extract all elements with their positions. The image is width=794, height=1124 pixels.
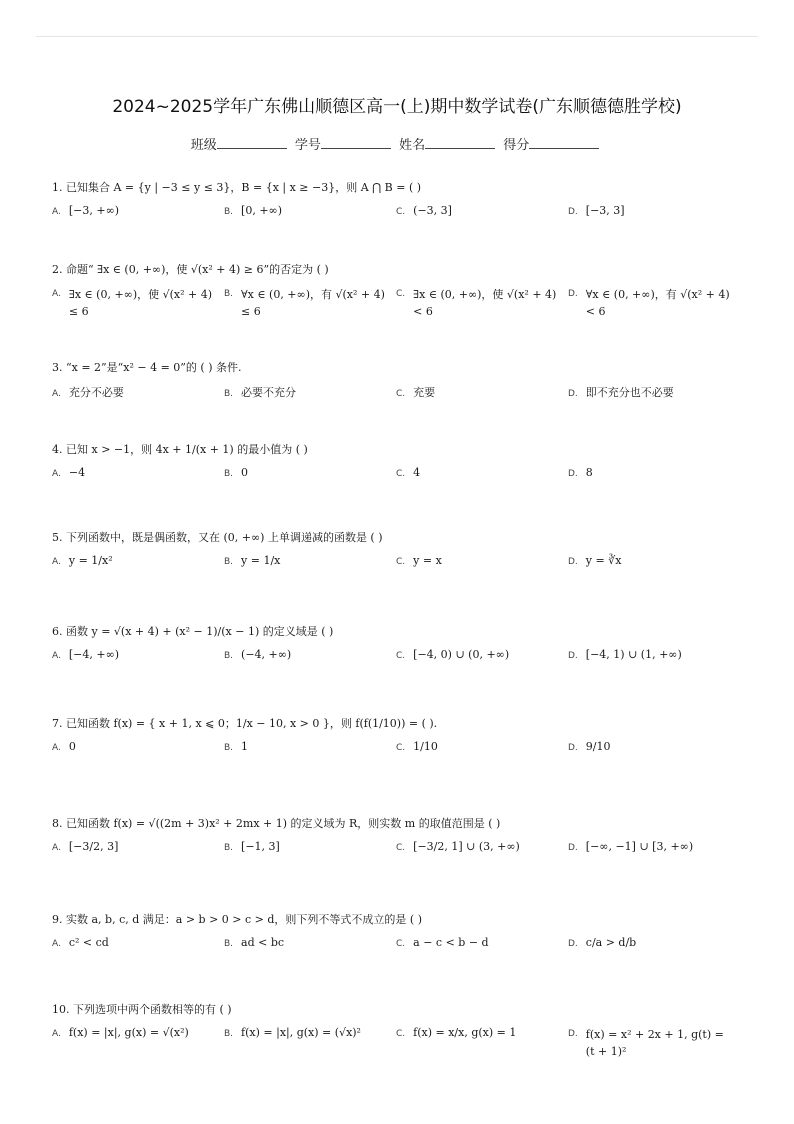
- option-a[interactable]: [52, 286, 220, 320]
- option-label: A.: [52, 843, 61, 853]
- option-label: C.: [396, 843, 406, 853]
- option-text: 即不充分也不必要: [585, 386, 674, 399]
- exam-title: 2024~2025学年广东佛山顺德区高一(上)期中数学试卷(广东顺德德胜学校): [112, 97, 682, 117]
- option-text: [−3, 3]: [585, 204, 625, 217]
- question-stem: 6. 函数 y = √(x + 4) + (x² − 1)/(x − 1) 的定义域是 ( ): [52, 625, 334, 638]
- options: [52, 204, 752, 244]
- option-label: B.: [224, 939, 234, 949]
- question-2: [52, 260, 752, 326]
- option-text: −4: [68, 466, 86, 479]
- option-label: C.: [396, 289, 406, 299]
- student-info-fields: [0, 134, 794, 153]
- question-10: [52, 1000, 752, 1066]
- option-label: D.: [568, 557, 578, 567]
- option-text: a − c < b − d: [413, 936, 489, 949]
- option-label: A.: [52, 389, 61, 399]
- question-9: [52, 910, 752, 976]
- question-6: [52, 622, 752, 688]
- options: [52, 1026, 752, 1066]
- option-label: C.: [396, 557, 406, 567]
- option-text: y = ∛x: [585, 554, 622, 567]
- option-label: C.: [396, 207, 406, 217]
- student-id-blank[interactable]: [321, 136, 391, 149]
- option-a[interactable]: [52, 466, 220, 479]
- option-label: C.: [396, 939, 406, 949]
- option-label: D.: [568, 389, 578, 399]
- option-label: D.: [568, 939, 578, 949]
- option-text: [−3/2, 3]: [68, 840, 119, 853]
- option-d[interactable]: [568, 740, 736, 753]
- option-text: [−4, +∞): [68, 648, 120, 661]
- question-stem: 5. 下列函数中，既是偶函数，又在 (0, +∞) 上单调递减的函数是 ( ): [52, 531, 383, 544]
- option-label: C.: [396, 743, 406, 753]
- class-label: 班级: [190, 138, 217, 153]
- option-text: c/a > d/b: [585, 936, 637, 949]
- option-text: ∃x ∈ (0, +∞)，使 √(x² + 4) ≤ 6: [68, 288, 213, 318]
- option-a[interactable]: [52, 204, 220, 217]
- question-stem: 8. 已知函数 f(x) = √((2m + 3)x² + 2mx + 1) 的定义域为 R，则实数 m 的取值范围是 ( ): [52, 817, 501, 830]
- option-label: D.: [568, 1029, 578, 1039]
- option-text: [−∞, −1] ∪ [3, +∞): [585, 840, 694, 853]
- option-label: D.: [568, 207, 578, 217]
- option-text: ∃x ∈ (0, +∞)，使 √(x² + 4) < 6: [413, 288, 557, 318]
- question-8: [52, 814, 752, 880]
- option-text: y = 1/x²: [68, 554, 113, 567]
- option-text: (−3, 3]: [413, 204, 452, 217]
- options: [52, 384, 752, 424]
- option-label: A.: [52, 469, 61, 479]
- option-c[interactable]: [396, 936, 564, 949]
- option-d[interactable]: [568, 1026, 736, 1060]
- option-d[interactable]: [568, 936, 736, 949]
- option-text: ad < bc: [241, 936, 285, 949]
- option-text: [0, +∞): [241, 204, 283, 217]
- option-label: C.: [396, 469, 406, 479]
- option-label: C.: [396, 651, 406, 661]
- option-c[interactable]: [396, 204, 564, 217]
- option-c[interactable]: [396, 466, 564, 479]
- option-a[interactable]: [52, 1026, 220, 1039]
- question-stem: 4. 已知 x > −1，则 4x + 1/(x + 1) 的最小值为 ( ): [52, 443, 308, 456]
- option-text: [−4, 0) ∪ (0, +∞): [413, 648, 510, 661]
- option-b[interactable]: [224, 466, 392, 479]
- option-text: c² < cd: [68, 936, 109, 949]
- option-c[interactable]: [396, 286, 564, 320]
- name-field[interactable]: [399, 134, 499, 153]
- option-label: B.: [224, 389, 234, 399]
- option-a[interactable]: [52, 840, 220, 853]
- option-text: 充要: [413, 386, 436, 399]
- question-stem: 1. 已知集合 A = {y | −3 ≤ y ≤ 3}，B = {x | x ≥ −3}，则 A ⋂ B = ( ): [52, 181, 422, 194]
- option-a[interactable]: [52, 648, 220, 661]
- option-b[interactable]: [224, 1026, 392, 1039]
- option-d[interactable]: [568, 286, 736, 320]
- option-c[interactable]: [396, 740, 564, 753]
- question-stem: 7. 已知函数 f(x) = { x + 1, x ⩽ 0；1/x − 10, x > 0 }，则 f(f(1/10)) = ( ).: [52, 717, 438, 730]
- option-c[interactable]: [396, 1026, 564, 1039]
- option-d[interactable]: [568, 840, 736, 853]
- question-stem: 3. “x = 2”是“x² − 4 = 0”的 ( ) 条件.: [52, 361, 242, 374]
- option-label: B.: [224, 651, 234, 661]
- option-text: f(x) = |x|, g(x) = (√x)²: [241, 1026, 361, 1039]
- option-label: A.: [52, 557, 61, 567]
- question-3: [52, 358, 752, 424]
- score-field[interactable]: [503, 134, 603, 153]
- option-b[interactable]: [224, 648, 392, 661]
- options: [52, 648, 752, 688]
- option-c[interactable]: [396, 384, 564, 400]
- option-label: A.: [52, 289, 61, 299]
- option-d[interactable]: [568, 466, 736, 479]
- student-id-field[interactable]: [295, 134, 395, 153]
- option-c[interactable]: [396, 648, 564, 661]
- option-a[interactable]: [52, 384, 220, 400]
- option-text: 0: [241, 466, 249, 479]
- question-stem: 9. 实数 a, b, c, d 满足：a > b > 0 > c > d，则下列不等式不成立的是 ( ): [52, 913, 422, 926]
- options: [52, 740, 752, 780]
- option-text: f(x) = x² + 2x + 1, g(t) = (t + 1)²: [585, 1028, 724, 1058]
- option-text: 0: [68, 740, 76, 753]
- option-text: 4: [413, 466, 421, 479]
- option-text: [−1, 3]: [241, 840, 280, 853]
- option-label: D.: [568, 289, 578, 299]
- option-text: (−4, +∞): [241, 648, 292, 661]
- option-text: y = x: [413, 554, 442, 567]
- option-label: B.: [224, 743, 234, 753]
- option-label: D.: [568, 743, 578, 753]
- option-text: 1/10: [413, 740, 438, 753]
- option-text: y = 1/x: [241, 554, 281, 567]
- option-text: 8: [585, 466, 593, 479]
- option-text: f(x) = |x|, g(x) = √(x²): [68, 1026, 189, 1039]
- option-label: A.: [52, 207, 61, 217]
- option-text: ∀x ∈ (0, +∞)，有 √(x² + 4) ≤ 6: [241, 288, 385, 318]
- option-text: 1: [241, 740, 249, 753]
- option-b[interactable]: [224, 384, 392, 400]
- question-stem: 10. 下列选项中两个函数相等的有 ( ): [52, 1003, 232, 1016]
- options: [52, 840, 752, 880]
- option-text: f(x) = x/x, g(x) = 1: [413, 1026, 517, 1039]
- option-a[interactable]: [52, 554, 220, 567]
- option-b[interactable]: [224, 840, 392, 853]
- option-text: 9/10: [585, 740, 611, 753]
- option-label: B.: [224, 1029, 234, 1039]
- option-label: B.: [224, 207, 234, 217]
- option-text: 必要不充分: [241, 386, 297, 399]
- option-c[interactable]: [396, 840, 564, 853]
- options: [52, 286, 752, 326]
- option-text: [−3, +∞): [68, 204, 120, 217]
- option-label: A.: [52, 939, 61, 949]
- option-b[interactable]: [224, 554, 392, 567]
- name-label: 姓名: [399, 138, 426, 153]
- options: [52, 466, 752, 506]
- score-label: 得分: [503, 138, 530, 153]
- option-d[interactable]: [568, 554, 736, 567]
- class-blank[interactable]: [217, 136, 287, 149]
- option-d[interactable]: [568, 648, 736, 661]
- option-b[interactable]: [224, 204, 392, 217]
- option-b[interactable]: [224, 740, 392, 753]
- option-label: D.: [568, 469, 578, 479]
- option-a[interactable]: [52, 936, 220, 949]
- option-label: D.: [568, 843, 578, 853]
- page-top-rule: [36, 36, 758, 37]
- option-c[interactable]: [396, 554, 564, 567]
- name-blank[interactable]: [425, 136, 495, 149]
- score-blank[interactable]: [529, 136, 599, 149]
- question-5: [52, 528, 752, 594]
- question-stem: 2. 命题“ ∃x ∈ (0, +∞)，使 √(x² + 4) ≥ 6”的否定为 ( ): [52, 263, 329, 276]
- option-label: B.: [224, 843, 234, 853]
- options: [52, 936, 752, 976]
- option-d[interactable]: [568, 204, 736, 217]
- question-7: [52, 714, 752, 780]
- option-b[interactable]: [224, 286, 392, 320]
- option-label: D.: [568, 651, 578, 661]
- option-text: [−4, 1) ∪ (1, +∞): [585, 648, 682, 661]
- question-1: [52, 178, 752, 244]
- option-text: 充分不必要: [68, 386, 124, 399]
- option-label: A.: [52, 743, 61, 753]
- option-text: [−3/2, 1] ∪ (3, +∞): [413, 840, 520, 853]
- option-label: B.: [224, 469, 234, 479]
- option-label: C.: [396, 1029, 406, 1039]
- class-field[interactable]: [191, 134, 291, 153]
- option-b[interactable]: [224, 936, 392, 949]
- options: [52, 554, 752, 594]
- option-label: A.: [52, 651, 61, 661]
- option-a[interactable]: [52, 740, 220, 753]
- option-label: C.: [396, 389, 406, 399]
- option-label: B.: [224, 557, 234, 567]
- option-d[interactable]: [568, 384, 736, 400]
- option-label: B.: [224, 289, 234, 299]
- option-text: ∀x ∈ (0, +∞)，有 √(x² + 4) < 6: [585, 288, 730, 318]
- question-4: [52, 440, 752, 506]
- student-id-label: 学号: [294, 138, 321, 153]
- option-label: A.: [52, 1029, 61, 1039]
